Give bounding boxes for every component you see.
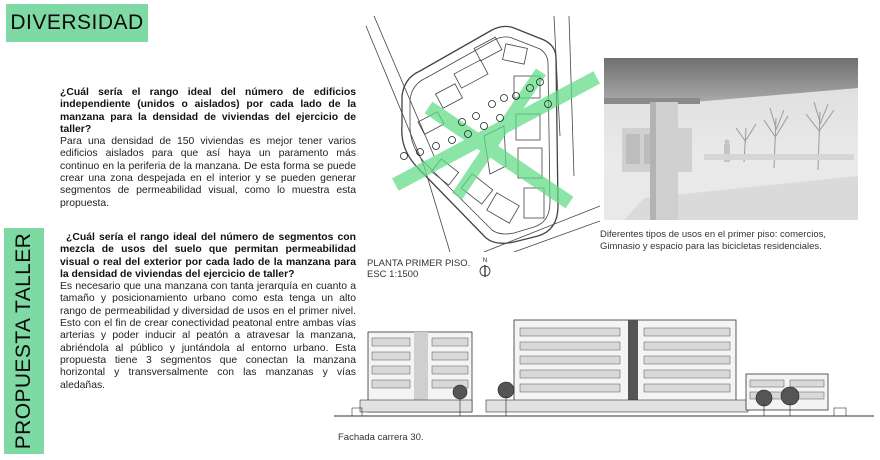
side-section-label-text: PROPUESTA TALLER: [12, 232, 36, 450]
svg-text:N: N: [482, 258, 488, 264]
permeability-strips: [392, 68, 600, 208]
facade-elevation-drawing: [334, 312, 874, 428]
question-buildings: ¿Cuál sería el rango ideal del número de edificios independiente (unidos o aislados) por cada lado de la manzana para la densidad de viviendas del ejercicio de taller?: [60, 87, 356, 135]
site-plan-drawing: [364, 16, 600, 252]
question-segments: ¿Cuál sería el rango ideal del número de segmentos con mezcla de usos del suelo que permitan permeabilidad visual o real del exterior por cada lado de la manzana para la densidad de viviendas del ejercicio de taller?: [60, 232, 356, 280]
answer-segments: Es necesario que una manzana con tanta jerarquía en cuanto a tamaño y posicionamiento urbano como esta tenga un alto rango de permeabilidad y diversidad de usos en el primer nivel. Esto con el fin de crear conectividad peatonal entre ambas vías arterias y poder inducir al peatón a atravesar la manzana, abriéndola al público y juntándola al entorno urbano. Esta propuesta tiene 3 segmentos que conectan la manzana horizontal y transversalmente con las manzanas y vías aledañas.: [60, 281, 356, 391]
facade-building-left: [360, 332, 472, 412]
text-block-buildings: [60, 87, 356, 210]
facade-caption: Fachada carrera 30.: [338, 432, 424, 443]
plan-caption-scale: ESC 1:1500: [367, 269, 419, 280]
render-caption: [600, 229, 870, 252]
ground-floor-render: [604, 58, 858, 220]
page-title: DIVERSIDAD: [6, 4, 148, 42]
plan-caption-title: PLANTA PRIMER PISO.: [367, 258, 471, 269]
plan-caption: [367, 258, 470, 280]
facade-building-center: [486, 320, 748, 412]
north-arrow-icon: [478, 256, 492, 278]
text-block-segments: [60, 232, 356, 392]
render-caption-line2: Gimnasio y espacio para las bicicletas residenciales.: [600, 240, 822, 252]
answer-buildings: Para una densidad de 150 viviendas es mejor tener varios edificios aislados para que así haya un paramento más continuo en la periferia de la manzana. De esta forma se puede crear una zona despejada en el interior y se pueden generar segmentos de permeabilidad visual, como lo muestra esta propuesta.: [60, 136, 356, 209]
render-caption-line1: Diferentes tipos de usos en el primer piso: comercios,: [600, 229, 826, 240]
side-section-label: [4, 228, 44, 454]
